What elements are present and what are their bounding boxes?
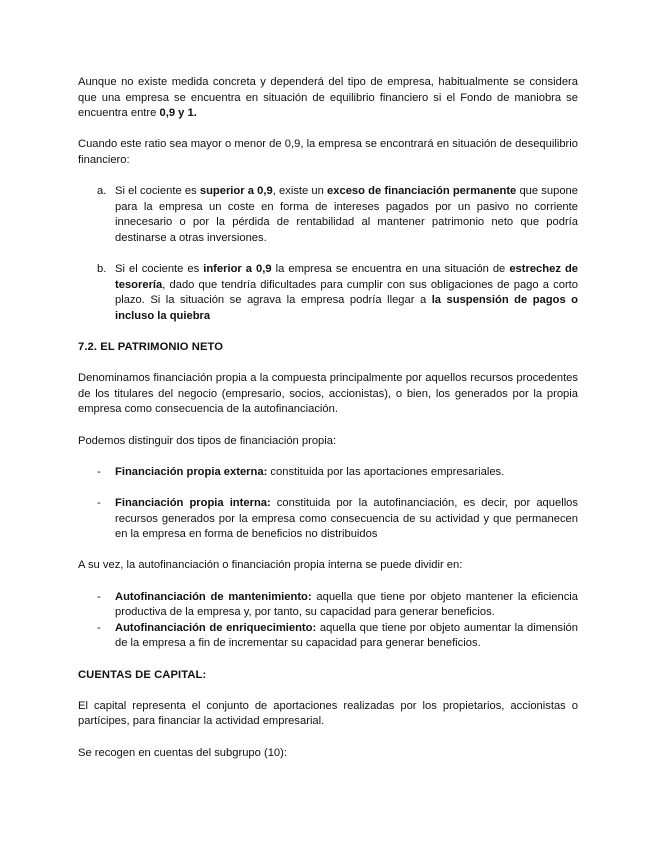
- paragraph-financiacion-propia: Denominamos financiación propia a la compuesta principalmente por aquellos recursos procedentes de los titulares del negocio (empresario, socios, accionistas), o bien, los generados por la propia empresa como consecuencia de la autofinanciación.: [78, 372, 578, 416]
- paragraph-capital: El capital representa el conjunto de aportaciones realizadas por los propietarios, accionistas o partícipes, para financiar la actividad empresarial.: [78, 699, 578, 728]
- list-item-a: a. Si el cociente es superior a 0,9, existe un exceso de financiación permanente que supone para la empresa un coste en forma de intereses pagados por un pasivo no corriente innecesario o por la pérdida de rentabilidad al mantener patrimonio neto que podría destinarse a otras inversiones.: [97, 185, 578, 244]
- list-marker: b.: [97, 263, 107, 276]
- list-marker: -: [97, 621, 101, 634]
- list-marker: -: [97, 497, 101, 510]
- paragraph-equilibrio: Aunque no existe medida concreta y dependerá del tipo de empresa, habitualmente se considera que una empresa se encuentra en situación de equilibrio financiero si el Fondo de maniobra se encuentra entre 0,9 y 1.: [78, 76, 578, 120]
- list-marker: -: [97, 590, 101, 603]
- alpha-list: [78, 184, 578, 324]
- paragraph-subgrupo: Se recogen en cuentas del subgrupo (10):: [78, 746, 287, 759]
- list-item-enriquecimiento: - Autofinanciación de enriquecimiento: aquella que tiene por objeto aumentar la dimensión de la empresa a fin de incrementar su capacidad para generar beneficios.: [97, 621, 578, 650]
- document-page: [78, 75, 578, 761]
- paragraph-desequilibrio: Cuando este ratio sea mayor o menor de 0,9, la empresa se encontrará en situación de desequilibrio financiero:: [78, 138, 578, 166]
- list-item-b: b. Si el cociente es inferior a 0,9 la empresa se encuentra en una situación de estrechez de tesorería, dado que tendría dificultades para cumplir con sus obligaciones de pago a corto plazo. Si la situación se agrava la empresa podría llegar a la suspensión de pagos o incluso la quiebra: [97, 263, 579, 322]
- section-heading-cuentas-capital: CUENTAS DE CAPITAL:: [78, 668, 207, 681]
- list-item-externa: - Financiación propia externa: constituida por las aportaciones empresariales.: [78, 465, 578, 481]
- paragraph-tipos: Podemos distinguir dos tipos de financiación propia:: [78, 434, 337, 447]
- section-heading-patrimonio-neto: 7.2. EL PATRIMONIO NETO: [78, 341, 224, 354]
- list-item-mantenimiento: - Autofinanciación de mantenimiento: aquella que tiene por objeto mantener la eficiencia productiva de la empresa y, por tanto, su capacidad para generar beneficios.: [97, 590, 578, 619]
- paragraph-autofinanciacion: A su vez, la autofinanciación o financiación propia interna se puede dividir en:: [78, 559, 463, 572]
- list-marker: a.: [97, 185, 107, 198]
- list-item-interna: - Financiación propia interna: constituida por la autofinanciación, es decir, por aquellos recursos generados por la empresa como consecuencia de su actividad y que permanecen en la empresa en forma de beneficios no distribuidos: [97, 497, 579, 541]
- list-marker: -: [97, 465, 101, 478]
